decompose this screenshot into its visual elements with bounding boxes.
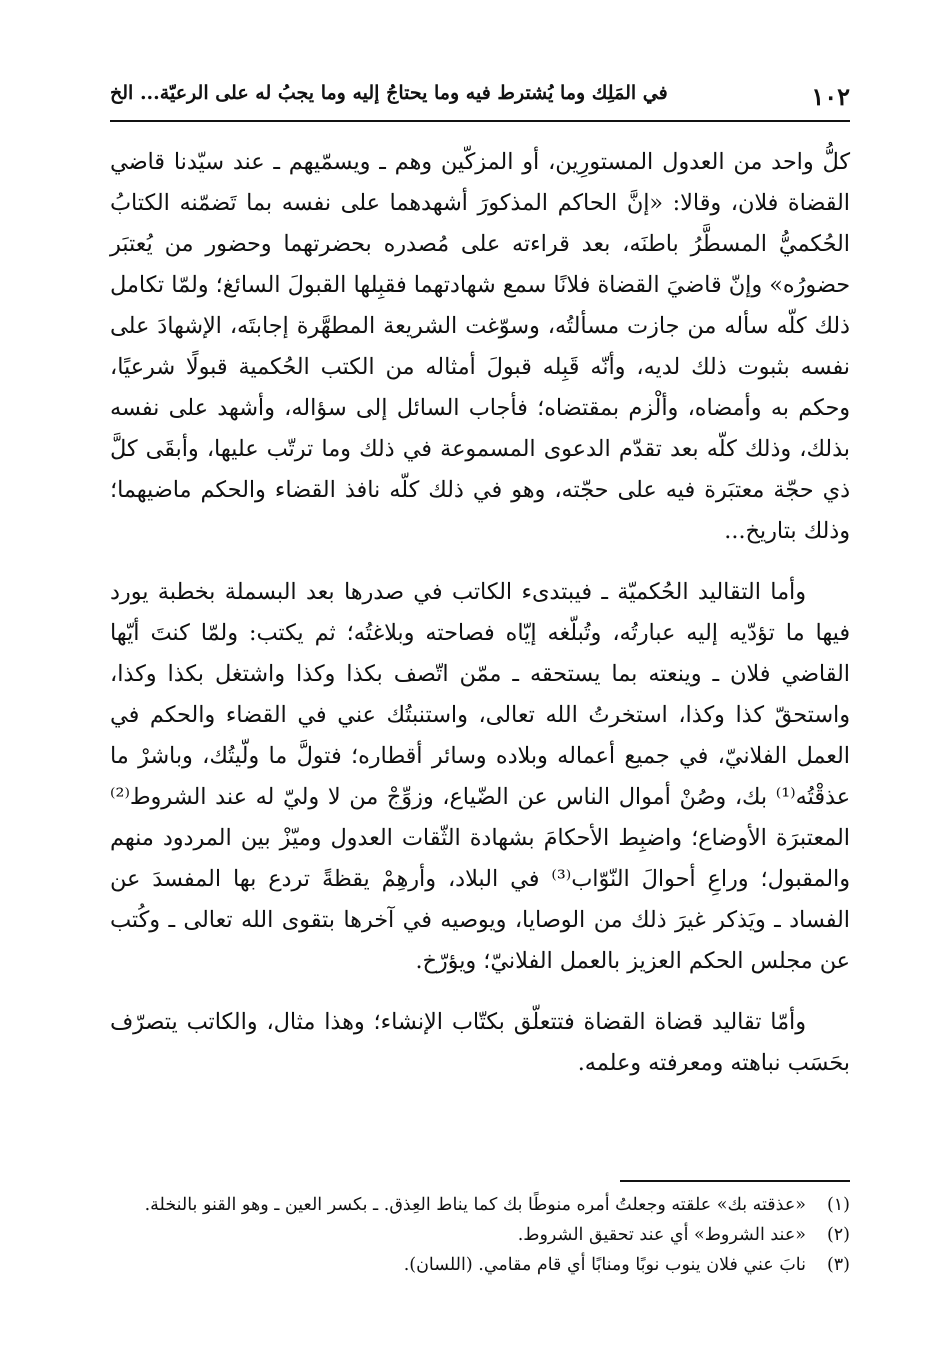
footnote-text: «عند الشروط» أي عند تحقيق الشروط. [517, 1225, 806, 1245]
footnote-3 [110, 1250, 850, 1280]
footnote-marker: (١) [826, 1195, 850, 1215]
footnote-rule [620, 1180, 850, 1182]
page-number: ١٠٢ [811, 82, 850, 111]
footnote-text: «عذقته بك» علقته وجعلتُ أمره منوطًا بك كما يناط العِذق. ـ بكسر العين ـ وهو القنو بالنخلة. [144, 1195, 806, 1215]
footnote-1 [110, 1190, 850, 1220]
header-rule [110, 120, 850, 122]
footnote-marker: (٣) [826, 1255, 850, 1275]
paragraph-1: كلُّ واحد من العدول المستورِين، أو المزكّين وهم ـ ويسمّيهم ـ عند سيّدنا قاضي القضاة فلان، وقالا: «إنَّ الحاكم المذكورَ أشهدهما على نفسه بما تَضمّنه الكتابُ الحُكميُّ المسطَّرُ باطنَه، بعد قراءته على مُصدره بحضرتهما وحضور من يُعتبَر حضورُه» وإنّ قاضيَ القضاة فلانًا سمع شهادتهما فقبِلها القبولَ السائغ؛ ولمّا تكامل ذلك كلّه سأله من جازت مسألتُه، وسوّغت الشريعة المطهَّرة إجابتَه، الإشهادَ على نفسه بثبوت ذلك لديه، وأنّه قَبِله قبولَ أمثاله من الكتب الحُكمية قبولًا شرعيًا، وحكم به وأمضاه، وألْزم بمقتضاه؛ فأجاب السائل إلى سؤاله، وأشهد على نفسه بذلك، وذلك كلّه بعد تقدّم الدعوى المسموعة في ذلك وما ترتّب عليها، وأبقَى كلَّ ذي حجّة معتبَرة فيه على حجّته، وهو في ذلك كلّه نافذ القضاء والحكم ماضيهما؛ وذلك بتاريخ... [110, 149, 850, 544]
footnote-marker: (٢) [826, 1225, 850, 1245]
footnote-2 [110, 1220, 850, 1250]
body-text [110, 142, 850, 1084]
footnotes [110, 1190, 850, 1280]
running-head: في المَلِك وما يُشترط فيه وما يحتاجُ إليه وما يجبُ له على الرعيّة... الخ [110, 82, 668, 104]
paragraph-2: وأما التقاليد الحُكميّة ـ فيبتدىء الكاتب في صدرها بعد البسملة بخطبة يورد فيها ما تؤدّيه إليه عبارتُه، وتُبلّغه إيّاه فصاحته وبلاغتُه؛ ثم يكتب: ولمّا كنتَ أيّها القاضي فلان ـ وينعته بما يستحقه ـ ممّن اتّصف بكذا وكذا واشتغل بكذا وكذا، واستحقّ كذا وكذا، استخرتُ الله تعالى، واستنبتُك عني في القضاء والحكم في العمل الفلانيّ، في جميع أعماله وبلاده وسائر أقطاره؛ فتولَّ ما ولّيتُك، وباشرْ ما عذقْتُه⁽¹⁾ بك، وصُنْ أموال الناس عن الضّياع، وزوِّجْ من لا وليّ له عند الشروط⁽²⁾ المعتبرَة الأوضاع؛ واضبِط الأحكامَ بشهادة الثّقات العدول وميّزْ بين المردود منهم والمقبول؛ وراعِ أحوالَ النّوّاب⁽³⁾ في البلاد، وأرهِمْ يقظةً تردع بها المفسدَ عن الفساد ـ ويَذكر غيرَ ذلك من الوصايا، ويوصيه في آخرها بتقوى الله تعالى ـ وكُتب عن مجلس الحكم العزيز بالعمل الفلانيّ؛ ويؤرّخ. [110, 579, 851, 974]
footnote-text: نابَ عني فلان ينوب نوبًا ومنابًا أي قام مقامي. (اللسان). [403, 1255, 806, 1275]
page-header [110, 78, 850, 118]
paragraph-3: وأمّا تقاليد قضاة القضاة فتتعلّق بكتّاب الإنشاء؛ وهذا مثال، والكاتب يتصرّف بحَسَب نباهته ومعرفته وعلمه. [110, 1009, 850, 1076]
